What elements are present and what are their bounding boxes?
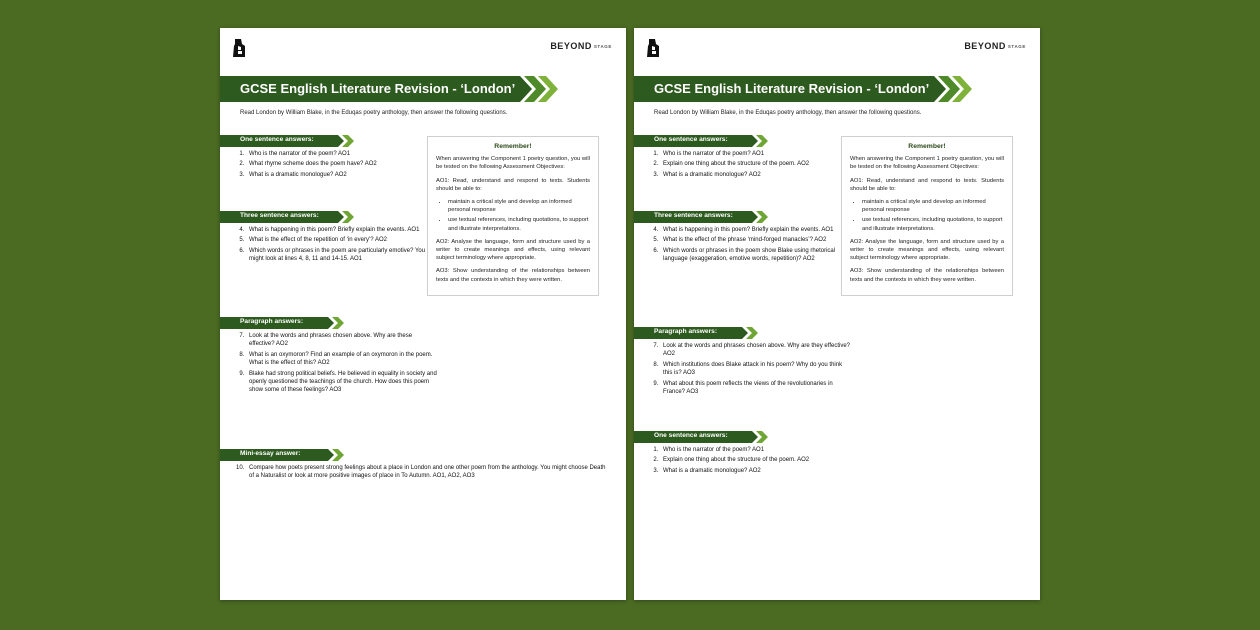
title-banner (634, 74, 974, 104)
intro-text: Read London by William Blake, in the Eduqas poetry anthology, then answer the following questions. (240, 110, 508, 116)
question-item: 8. What is an oxymoron? Find an example of an oxymoron in the poem. What is the effect of this? AO2 (246, 351, 438, 368)
question-item: 1. Who is the narrator of the poem? AO1 (660, 150, 852, 158)
question-list (634, 226, 852, 264)
question-item: 6. Which words or phrases in the poem are particularly emotive? You might look at lines 4, 8, 11 and 14-15. AO1 (246, 247, 438, 264)
question-list (220, 150, 438, 179)
question-list (220, 464, 606, 481)
intro-text: Read London by William Blake, in the Eduqas poetry anthology, then answer the following questions. (654, 110, 922, 116)
question-item: 2. What rhyme scheme does the poem have? AO2 (246, 160, 438, 168)
question-list (634, 342, 852, 396)
section-heading: Mini-essay answer: (220, 448, 360, 462)
section-one-sentence (634, 134, 852, 181)
question-list (634, 150, 852, 179)
remember-intro: When answering the Component 1 poetry question, you will be tested on the following Assessment Objectives: (436, 156, 590, 171)
remember-ao1: AO1: Read, understand and respond to texts. Students should be able to: (850, 177, 1004, 192)
beyond-logo-icon (646, 38, 660, 58)
question-list (220, 332, 438, 395)
question-item: 8. Which institutions does Blake attack in his poem? Why do you think this is? AO3 (660, 361, 852, 378)
question-item: 10. Compare how poets present strong feelings about a place in London and one other poem from the anthology. You might choose Death of a Naturalist or look at more positive images of place in To Autumn. AO1, AO2, AO3 (246, 464, 606, 481)
question-item: 9. Blake had strong political beliefs. He believed in equality in society and openly questioned the teachings of the church. How does this poem show some of these feelings? AO3 (246, 370, 438, 395)
section-paragraph (634, 326, 852, 398)
page-title: GCSE English Literature Revision - ‘London’ (654, 81, 930, 96)
question-list (220, 226, 438, 264)
remember-box (841, 136, 1013, 296)
beyond-logo-icon (232, 38, 246, 58)
question-item: 5. What is the effect of the phrase ‘mind-forged manacles’? AO2 (660, 236, 852, 244)
remember-ao1: AO1: Read, understand and respond to texts. Students should be able to: (436, 177, 590, 192)
remember-bullets (850, 198, 1004, 233)
question-item: 1. Who is the narrator of the poem? AO1 (246, 150, 438, 158)
page-title: GCSE English Literature Revision - ‘London’ (240, 81, 516, 96)
remember-ao2: AO2: Analyse the language, form and structure used by a writer to create meanings and effects, using relevant subject terminology where appropriate. (850, 238, 1004, 262)
remember-ao3: AO3: Show understanding of the relationships between texts and the contexts in which they were written. (436, 268, 590, 283)
brand-wordmark: BEYOND STAGE (550, 41, 612, 51)
title-banner (220, 74, 560, 104)
page-header (220, 28, 626, 68)
section-heading: One sentence answers: (634, 430, 774, 444)
remember-box (427, 136, 599, 296)
question-item: 7. Look at the words and phrases chosen above. Why are these effective? AO2 (246, 332, 438, 349)
question-item: 3. What is a dramatic monologue? AO2 (246, 171, 438, 179)
section-three-sentence (634, 210, 852, 266)
remember-ao3: AO3: Show understanding of the relationships between texts and the contexts in which they were written. (850, 268, 1004, 283)
section-one-sentence (220, 134, 438, 181)
remember-bullets (436, 198, 590, 233)
question-item: 4. What is happening in this poem? Briefly explain the events. AO1 (660, 226, 852, 234)
question-item: 6. Which words or phrases in the poem show Blake using rhetorical language (exaggeration, emotive words, repetition)? AO2 (660, 247, 852, 264)
worksheet-page-right (634, 28, 1040, 600)
question-item: 3. What is a dramatic monologue? AO2 (660, 467, 1020, 475)
section-mini-essay (220, 448, 606, 483)
section-paragraph (220, 316, 438, 397)
remember-heading: Remember! (494, 143, 532, 150)
section-three-sentence (220, 210, 438, 266)
question-item: 7. Look at the words and phrases chosen above. Why are they effective? AO2 (660, 342, 852, 359)
question-item: 3. What is a dramatic monologue? AO2 (660, 171, 852, 179)
remember-intro: When answering the Component 1 poetry question, you will be tested on the following Assessment Objectives: (850, 156, 1004, 171)
question-list (634, 446, 1020, 475)
question-item: 5. What is the effect of the repetition of ‘in every’? AO2 (246, 236, 438, 244)
question-item: 9. What about this poem reflects the views of the revolutionaries in France? AO3 (660, 380, 852, 397)
remember-bullet: • use textual references, including quotations, to support and illustrate interpretations. (448, 216, 590, 232)
question-item: 4. What is happening in this poem? Briefly explain the events. AO1 (246, 226, 438, 234)
question-item: 2. Explain one thing about the structure of the poem. AO2 (660, 160, 852, 168)
worksheet-page-left (220, 28, 626, 600)
remember-bullet: • use textual references, including quotations, to support and illustrate interpretations. (862, 216, 1004, 232)
section-one-sentence-repeat (634, 430, 852, 477)
remember-ao2: AO2: Analyse the language, form and structure used by a writer to create meanings and effects, using relevant subject terminology where appropriate. (436, 238, 590, 262)
remember-heading: Remember! (908, 143, 946, 150)
section-heading: Paragraph answers: (220, 316, 360, 330)
brand-wordmark: BEYOND STAGE (964, 41, 1026, 51)
section-heading: Three sentence answers: (220, 210, 360, 224)
section-heading: Three sentence answers: (634, 210, 774, 224)
remember-bullet: • maintain a critical style and develop an informed personal response (448, 198, 590, 214)
section-heading: One sentence answers: (220, 134, 360, 148)
question-item: 2. Explain one thing about the structure of the poem. AO2 (660, 456, 1020, 464)
page-header (634, 28, 1040, 68)
section-heading: Paragraph answers: (634, 326, 774, 340)
remember-bullet: • maintain a critical style and develop an informed personal response (862, 198, 1004, 214)
section-heading: One sentence answers: (634, 134, 774, 148)
question-item: 1. Who is the narrator of the poem? AO1 (660, 446, 1020, 454)
